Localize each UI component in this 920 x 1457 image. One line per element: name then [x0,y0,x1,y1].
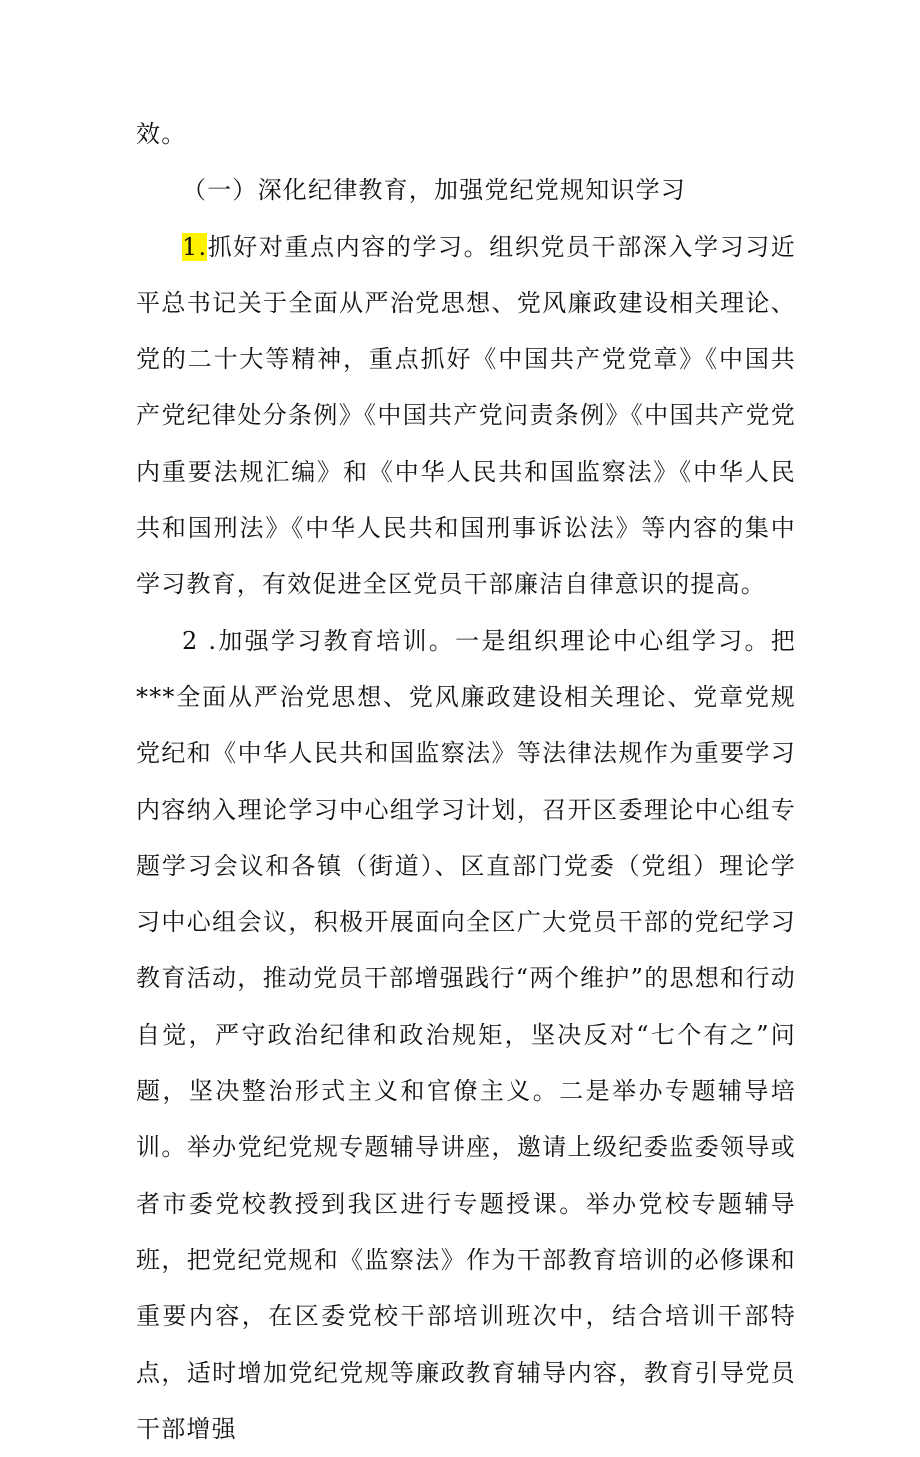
item-number-highlight: 1. [182,232,208,261]
list-item-2: 2 .加强学习教育培训。一是组织理论中心组学习。把***全面从严治党思想、党风廉政建设相关理论、党章党规党纪和《中华人民共和国监察法》等法律法规作为重要学习内容纳入理论学习中心组学习计划，召开区委理论中心组专题学习会议和各镇（街道）、区直部门党委（党组）理论学习中心组会议，积极开展面向全区广大党员干部的党纪学习教育活动，推动党员干部增强践行“两个维护”的思想和行动自觉，严守政治纪律和政治规矩，坚决反对“七个有之”问题，坚决整治形式主义和官僚主义。二是举办专题辅导培训。举办党纪党规专题辅导讲座，邀请上级纪委监委领导或者市委党校教授到我区进行专题授课。举办党校专题辅导班，把党纪党规和《监察法》作为干部教育培训的必修课和重要内容，在区委党校干部培训班次中，结合培训干部特点，适时增加党纪党规等廉政教育辅导内容，教育引导党员干部增强 [136,626,796,1443]
document-body [136,106,796,1457]
list-item-1-text: 抓好对重点内容的学习。组织党员干部深入学习习近平总书记关于全面从严治党思想、党风廉政建设相关理论、党的二十大等精神，重点抓好《中国共产党党章》《中国共产党纪律处分条例》《中国共产党问责条例》《中国共产党党内重要法规汇编》和《中华人民共和国监察法》《中华人民共和国刑法》《中华人民共和国刑事诉讼法》等内容的集中学习教育，有效促进全区党员干部廉洁自律意识的提高。 [136,232,796,599]
list-item-1 [136,219,796,613]
section-heading: （一）深化纪律教育，加强党纪党规知识学习 [182,176,686,205]
paragraph-continuation: 效。 [136,120,187,148]
